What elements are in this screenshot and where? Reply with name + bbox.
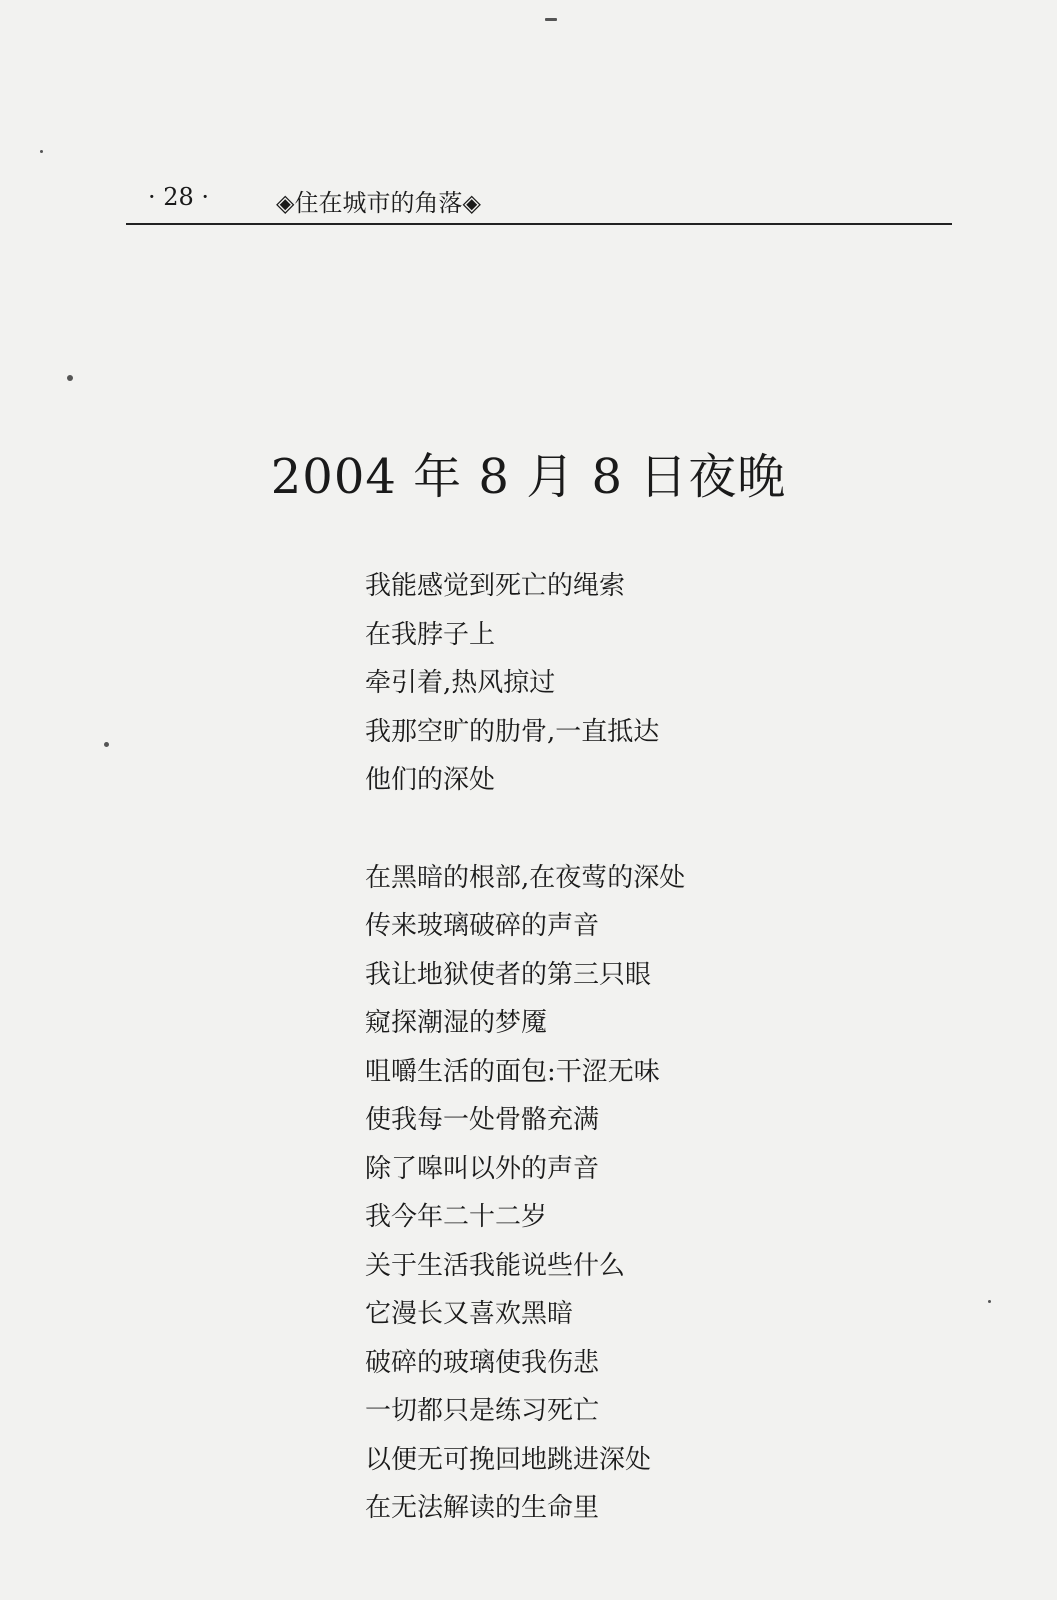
poem-line: 它漫长又喜欢黑暗 — [365, 1299, 574, 1329]
stanza — [365, 562, 685, 805]
poem-line: 破碎的玻璃使我伤悲 — [365, 1347, 600, 1378]
poem-line: 在黑暗的根部,在夜莺的深处 — [365, 862, 686, 893]
poem-line: 关于生活我能说些什么 — [365, 1250, 626, 1281]
poem-line: 我今年二十二岁 — [365, 1202, 548, 1232]
poem-line: 在无法解读的生命里 — [365, 1493, 600, 1523]
scan-speck — [545, 18, 557, 21]
scan-speck — [67, 375, 73, 381]
page-number: · 28 · — [148, 183, 210, 211]
poem-line: 一切都只是练习死亡 — [365, 1396, 600, 1426]
poem-line: 窥探潮湿的梦魇 — [365, 1008, 548, 1038]
scan-speck — [988, 1300, 991, 1303]
poem-line: 牵引着,热风掠过 — [365, 668, 556, 698]
poem-line: 传来玻璃破碎的声音 — [365, 911, 600, 941]
scan-speck — [40, 150, 43, 153]
poem-line: 咀嚼生活的面包:干涩无味 — [365, 1056, 660, 1087]
stanza — [365, 854, 685, 1533]
poem-line: 使我每一处骨骼充满 — [365, 1105, 600, 1135]
header-rule — [126, 223, 952, 225]
poem-line: 除了嗥叫以外的声音 — [365, 1153, 600, 1184]
poem-line: 我那空旷的肋骨,一直抵达 — [365, 716, 660, 747]
running-title: ◈住在城市的角落◈ — [276, 189, 481, 217]
scan-speck — [104, 742, 109, 747]
poem-line: 我让地狱使者的第三只眼 — [365, 959, 652, 990]
poem-body — [365, 562, 685, 1582]
poem-line: 在我脖子上 — [365, 619, 496, 650]
poem-line: 以便无可挽回地跳进深处 — [365, 1444, 652, 1475]
poem-title: 2004 年 8 月 8 日夜晚 — [270, 449, 787, 505]
poem-line: 我能感觉到死亡的绳索 — [365, 571, 626, 601]
poem-line: 他们的深处 — [365, 765, 496, 795]
